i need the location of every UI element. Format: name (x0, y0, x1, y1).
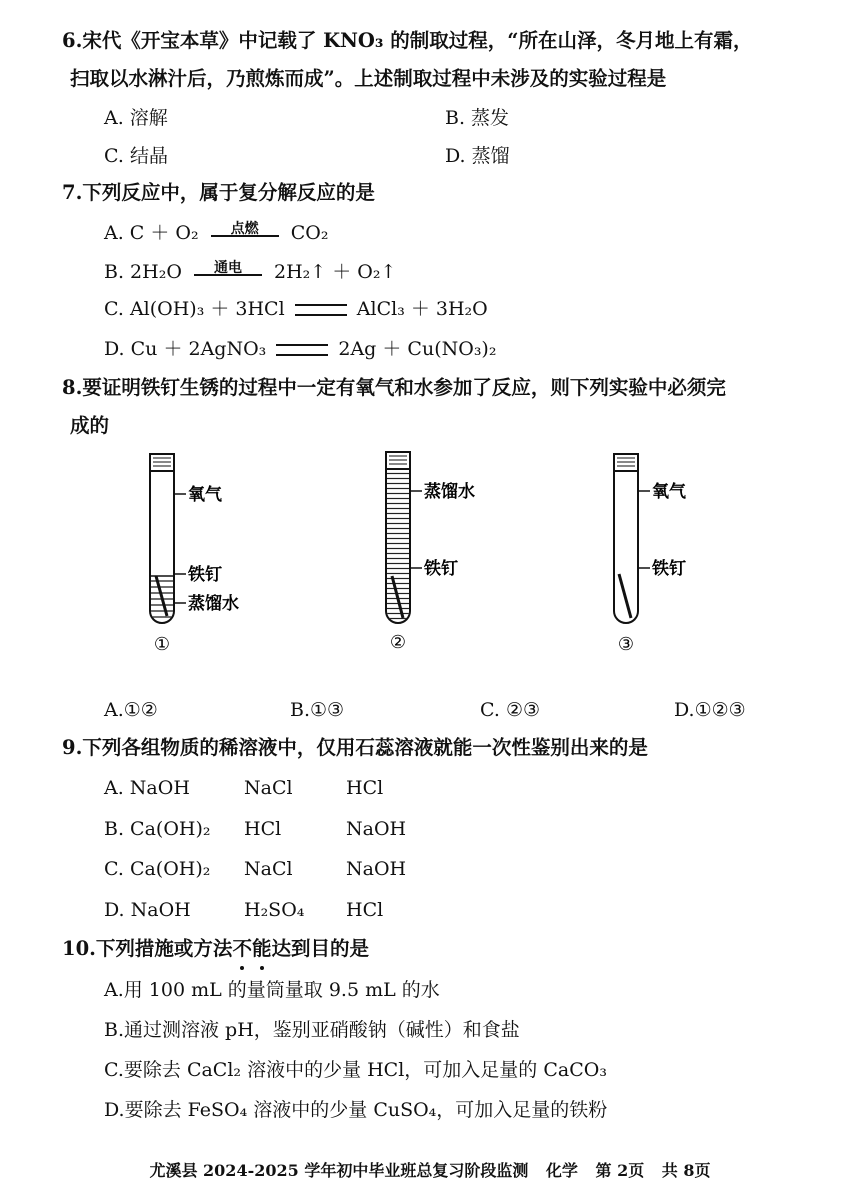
q9-c-item1: C. Ca(OH)₂ (104, 858, 211, 880)
q6-option-c: C. 结晶 (104, 145, 168, 167)
q9-d-item3: HCl (346, 899, 384, 921)
tube1-label-bottom: 蒸馏水 (188, 594, 239, 614)
q9-d-item1: D. NaOH (104, 899, 191, 921)
q8-option-b: B.①③ (290, 699, 345, 721)
q9-b-item3: NaOH (346, 818, 407, 840)
q6-option-a: A. 溶解 (104, 107, 168, 129)
tube3-label-mid: 铁钉 (652, 559, 686, 579)
q7-a-reactants: A. C ＋ O₂ (104, 222, 199, 244)
q6-stem-line2: 扫取以水淋汁后，乃煎炼而成”。上述制取过程中未涉及的实验过程是 (70, 67, 667, 90)
q8-option-a: A.①② (104, 699, 158, 721)
q10-stem-post: 达到目的是 (271, 937, 369, 960)
reaction-condition-arrow (209, 222, 281, 246)
q8-stem-line2: 成的 (70, 414, 110, 437)
q9-a-item2: NaCl (244, 777, 293, 799)
q8-option-c: C. ②③ (480, 699, 541, 721)
q6-option-d: D. 蒸馏 (445, 145, 510, 167)
tube3-number: ③ (617, 634, 635, 655)
q9-a-item1: A. NaOH (104, 777, 190, 799)
q10-option-a: A.用 100 mL 的量筒量取 9.5 mL 的水 (104, 979, 440, 1001)
test-tube-1 (150, 454, 239, 655)
q7-option-b (104, 259, 396, 285)
tube1-label-top: 氧气 (188, 485, 222, 505)
q7-option-c (104, 296, 488, 322)
equals-sign (276, 344, 328, 356)
q8-stem-line1: 8.要证明铁钉生锈的过程中一定有氧气和水参加了反应，则下列实验中必须完 (62, 376, 726, 399)
q10-stem (62, 936, 369, 962)
q7-d-reactants: D. Cu ＋ 2AgNO₃ (104, 338, 267, 360)
tube2-label-mid: 铁钉 (424, 559, 458, 579)
q7-b-condition: 通电 (213, 260, 242, 276)
q9-stem: 9.下列各组物质的稀溶液中，仅用石蕊溶液就能一次性鉴别出来的是 (62, 736, 648, 759)
footer-subject: 化学 (545, 1161, 578, 1180)
q9-b-item1: B. Ca(OH)₂ (104, 818, 211, 840)
q9-c-item3: NaOH (346, 858, 407, 880)
q9-d-item2: H₂SO₄ (244, 899, 305, 921)
q7-stem: 7.下列反应中，属于复分解反应的是 (62, 181, 375, 204)
q6-option-b: B. 蒸发 (445, 107, 510, 129)
page-footer (0, 1158, 860, 1181)
q6-stem-line1: 6.宋代《开宝本草》中记载了 KNO₃ 的制取过程，“所在山泽，冬月地上有霜， (62, 29, 753, 52)
q9-b-item2: HCl (244, 818, 282, 840)
tube3-label-top: 氧气 (652, 482, 686, 502)
q7-a-products: CO₂ (290, 222, 329, 244)
q10-stem-pre: 10.下列措施或方法 (62, 937, 233, 960)
tube2-number: ② (389, 632, 407, 653)
q7-a-condition: 点燃 (230, 221, 259, 237)
test-tube-2 (386, 452, 475, 653)
q10-emphasis-2: 能 (251, 937, 272, 960)
q7-option-d (104, 336, 496, 362)
footer-exam-title: 尤溪县 2024-2025 学年初中毕业班总复习阶段监测 (149, 1161, 529, 1180)
footer-page-number: 第 2页 (595, 1161, 645, 1180)
q7-b-reactants: B. 2H₂O (104, 261, 182, 283)
q7-c-products: AlCl₃ ＋ 3H₂O (356, 298, 488, 320)
q7-d-products: 2Ag ＋ Cu(NO₃)₂ (338, 338, 497, 360)
q9-c-item2: NaCl (244, 858, 293, 880)
test-tube-diagram (120, 446, 720, 666)
q7-c-reactants: C. Al(OH)₃ ＋ 3HCl (104, 298, 285, 320)
q8-option-d: D.①②③ (674, 699, 746, 721)
reaction-condition-arrow (192, 261, 264, 285)
q9-a-item3: HCl (346, 777, 384, 799)
footer-total-pages: 共 8页 (661, 1161, 711, 1180)
tube1-number: ① (153, 634, 171, 655)
q10-emphasis-1: 不 (232, 937, 252, 960)
test-tube-3 (614, 454, 687, 655)
q10-option-c: C.要除去 CaCl₂ 溶液中的少量 HCl，可加入足量的 CaCO₃ (104, 1059, 607, 1081)
q7-b-products: 2H₂↑ ＋ O₂↑ (274, 261, 397, 283)
q10-option-b: B.通过测溶液 pH，鉴别亚硝酸钠（碱性）和食盐 (104, 1019, 520, 1041)
q7-option-a (104, 220, 328, 246)
q10-option-d: D.要除去 FeSO₄ 溶液中的少量 CuSO₄，可加入足量的铁粉 (104, 1099, 608, 1121)
tube1-label-mid: 铁钉 (188, 565, 222, 585)
tube2-label-top: 蒸馏水 (424, 482, 475, 502)
equals-sign (295, 304, 347, 316)
